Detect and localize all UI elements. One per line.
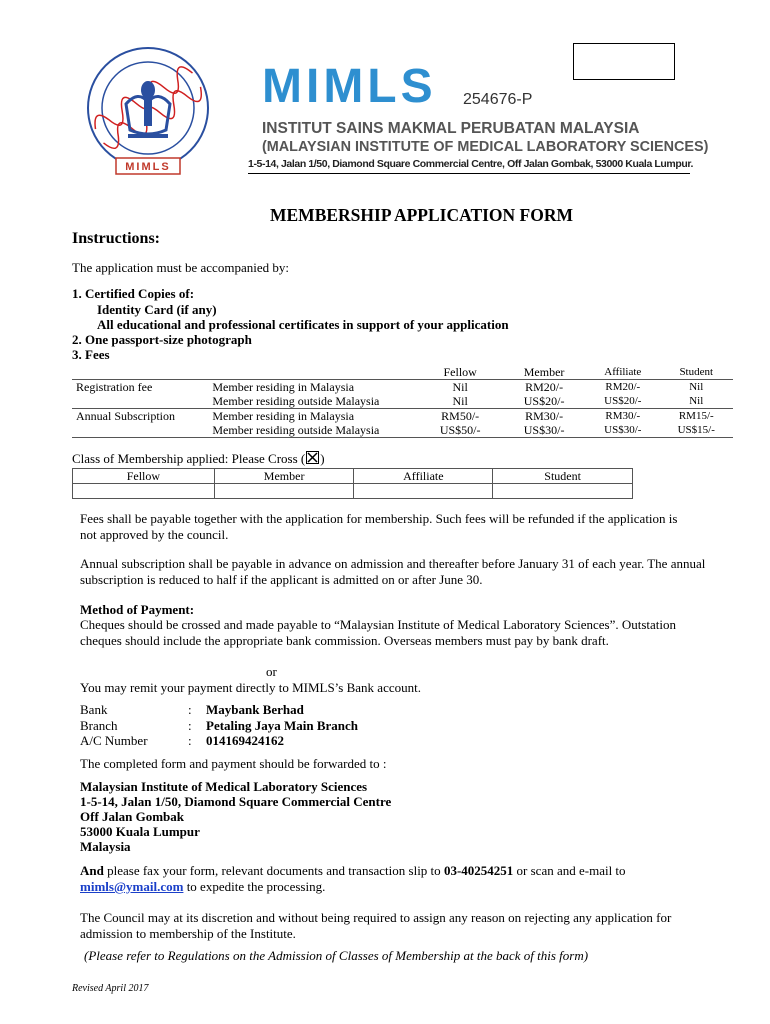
fees-payable-paragraph: Fees shall be payable together with the application for membership. Such fees will be refunded if the application is not approved by the council.	[80, 511, 678, 542]
revision-footer: Revised April 2017	[72, 983, 149, 994]
branch-value: Petaling Jaya Main Branch	[206, 718, 359, 733]
fee-value: US$30/-	[502, 423, 586, 438]
fee-value: RM30/-	[605, 410, 641, 422]
instruction-item-1: 1. Certified Copies of:	[72, 286, 195, 301]
fee-desc: Member residing outside Malaysia	[208, 394, 418, 409]
forward-address-line: Malaysian Institute of Medical Laboratory Sciences	[80, 779, 368, 794]
logo-emblem-icon	[78, 40, 218, 180]
annual-subscription-paragraph: Annual subscription shall be payable in advance on admission and thereafter before January 31 of each year. The annual subscription is reduced to half if the applicant is admitted on or after June 30.	[80, 556, 706, 587]
fax-text-1: please fax your form, relevant documents and transaction slip to	[103, 863, 444, 878]
institute-logo	[78, 40, 218, 180]
fee-label	[72, 423, 208, 438]
fee-value: RM20/-	[525, 380, 564, 394]
fax-text-3: to expedite the processing.	[183, 879, 326, 894]
member-checkbox[interactable]	[214, 484, 354, 499]
branch-label: Branch	[80, 718, 118, 733]
class-selection-table	[72, 468, 633, 499]
method-heading: Method of Payment:	[80, 602, 195, 617]
header-fellow: Fellow	[418, 365, 502, 380]
student-checkbox[interactable]	[493, 484, 633, 499]
council-paragraph: The Council may at its discretion and without being required to assign any reason on rejecting any application for admission to membership of the Institute.	[80, 910, 672, 941]
or-text: or	[266, 664, 277, 679]
header-member: Member	[502, 365, 586, 380]
org-name-english: (MALAYSIAN INSTITUTE OF MEDICAL LABORATORY SCIENCES)	[262, 139, 709, 155]
instruction-item-2	[72, 332, 252, 348]
header-divider	[248, 173, 690, 174]
instruction-item-1b: All educational and professional certificates in support of your application	[97, 317, 509, 332]
fees-table	[72, 365, 733, 438]
fax-paragraph	[80, 863, 700, 895]
fee-value: US$20/-	[502, 394, 586, 409]
page-title: MEMBERSHIP APPLICATION FORM	[269, 205, 574, 225]
class-checkbox-row	[73, 484, 633, 499]
forward-address-line: Off Jalan Gombak	[80, 809, 185, 824]
instruction-item-3: 3. Fees	[72, 347, 110, 362]
fax-phone: 03-40254251	[443, 863, 514, 878]
fee-value: RM50/-	[441, 409, 480, 423]
fee-label: Annual Subscription	[76, 409, 175, 423]
forward-address-line: Malaysia	[80, 839, 131, 854]
class-col-member: Member	[214, 469, 354, 484]
fee-desc: Member residing in Malaysia	[212, 380, 355, 394]
fee-value: RM30/-	[525, 409, 564, 423]
office-use-box	[573, 43, 675, 80]
fee-value: US$50/-	[418, 423, 502, 438]
brand-name: MIMLS	[262, 60, 437, 113]
item-2-number: 2	[72, 332, 79, 347]
class-col-affiliate: Affiliate	[354, 469, 493, 484]
class-label-close: )	[320, 451, 325, 466]
bank-value: Maybank Berhad	[206, 702, 304, 717]
logo-small-text: MIMLS	[125, 161, 171, 173]
class-col-fellow: Fellow	[73, 469, 215, 484]
fees-row	[72, 409, 733, 424]
fee-value: US$30/-	[586, 423, 659, 438]
fee-desc: Member residing outside Malaysia	[208, 423, 418, 438]
fee-value: RM15/-	[678, 410, 714, 422]
branch-sep: :	[188, 718, 192, 733]
forward-address-line: 53000 Kuala Lumpur	[80, 824, 200, 839]
cross-box-icon	[306, 451, 319, 464]
account-label: A/C Number	[80, 733, 148, 748]
instructions-heading: Instructions:	[72, 230, 161, 247]
method-paragraph: Cheques should be crossed and made payable to “Malaysian Institute of Medical Laboratory Sciences”. Outstation cheques should include the appropriate bank commission. Overseas members must pay by bank draft.	[80, 617, 677, 648]
header-affiliate: Affiliate	[586, 365, 659, 380]
fee-value: US$20/-	[586, 394, 659, 409]
bank-sep: :	[188, 702, 192, 717]
fee-value: RM20/-	[605, 381, 641, 393]
affiliate-checkbox[interactable]	[354, 484, 493, 499]
fee-desc: Member residing in Malaysia	[212, 409, 355, 423]
fee-label: Registration fee	[76, 380, 153, 394]
remit-paragraph: You may remit your payment directly to MIMLS’s Bank account.	[80, 680, 421, 695]
fax-text-2: or scan and e-mail to	[513, 863, 626, 878]
fees-row	[72, 380, 733, 395]
fee-value: US$15/-	[660, 423, 734, 438]
class-of-membership-label	[72, 451, 325, 467]
fee-value: Nil	[452, 380, 468, 394]
org-name-malay: INSTITUT SAINS MAKMAL PERUBATAN MALAYSIA	[262, 120, 640, 137]
fees-header-row	[72, 365, 733, 380]
instructions-intro: The application must be accompanied by:	[72, 260, 289, 275]
regulations-note: (Please refer to Regulations on the Admission of Classes of Membership at the back of this form)	[84, 948, 589, 963]
fee-value: Nil	[689, 381, 704, 393]
forward-address-line: 1-5-14, Jalan 1/50, Diamond Square Commercial Centre	[80, 794, 392, 809]
class-label-text: Class of Membership applied: Please Cross (	[72, 451, 306, 466]
header-student: Student	[660, 365, 734, 380]
fee-value: Nil	[660, 394, 734, 409]
instruction-item-1a: Identity Card (if any)	[97, 302, 217, 317]
account-sep: :	[188, 733, 192, 748]
fee-label	[72, 394, 208, 409]
fee-value: Nil	[418, 394, 502, 409]
fees-row	[72, 423, 733, 438]
bank-label: Bank	[80, 702, 108, 717]
fees-row	[72, 394, 733, 409]
registration-number: 254676-P	[463, 91, 533, 108]
email-link[interactable]: mimls@ymail.com	[80, 879, 184, 894]
class-header-row	[73, 469, 633, 484]
fellow-checkbox[interactable]	[73, 484, 215, 499]
fax-and: And	[80, 863, 104, 878]
class-col-student: Student	[493, 469, 633, 484]
item-2-text: . One passport-size photograph	[78, 332, 252, 347]
org-address: 1-5-14, Jalan 1/50, Diamond Square Commercial Centre, Off Jalan Gombak, 53000 Kuala Lumpur.	[248, 158, 694, 170]
account-value: 014169424162	[206, 733, 284, 748]
forward-text: The completed form and payment should be forwarded to :	[80, 756, 387, 771]
